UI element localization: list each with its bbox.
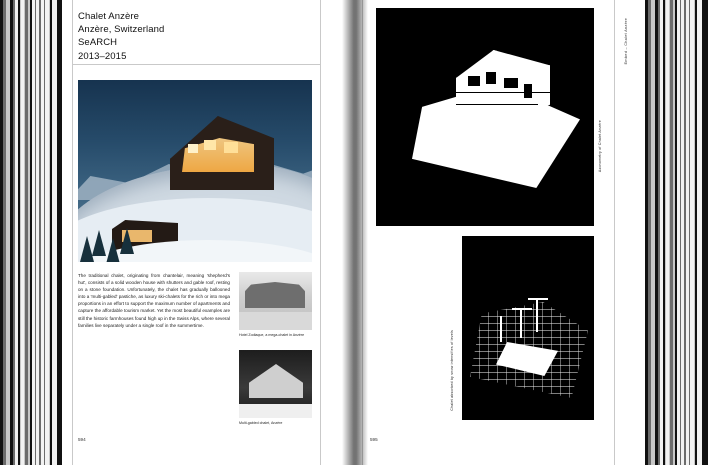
page-rule-right	[320, 0, 321, 465]
main-photo	[78, 80, 312, 262]
figure-axonometry	[376, 8, 594, 226]
page-rule-title	[72, 64, 320, 65]
figure-axonometry-caption: Axonometry of Chalet Anzère	[598, 120, 602, 173]
right-page-rule-left	[362, 0, 363, 465]
photo-window-3	[224, 142, 238, 153]
folio-right: 595	[370, 437, 378, 442]
folio-left: 594	[78, 437, 86, 442]
small-photo-hotel	[239, 272, 312, 330]
photo-trees	[78, 188, 138, 262]
title-line-3: SeARCH	[78, 37, 118, 49]
page-title	[78, 10, 278, 63]
running-head: Embed – Chalet Anzère	[624, 18, 628, 65]
figure-axonometry-drawing	[404, 36, 594, 206]
right-page-rule-right	[614, 0, 615, 465]
title-line-1: Chalet Anzère	[78, 11, 139, 22]
left-page-edges	[0, 0, 62, 465]
page-rule-left	[72, 0, 73, 465]
small-photo-chalet-image	[239, 350, 312, 418]
small-photo-chalet	[239, 350, 312, 418]
left-page	[62, 0, 354, 465]
body-text: The traditional chalet, originating from chantelair, meaning 'shepherd's hut', consists of a solid wooden house with shutters and gable roof, resting on a stone foundation. Unfortunately, the chalet has gradually ballooned into a 'multi-gabled' pastiche, as luxury ski-chalets for the rich or into mega proportions in an effort to support the maximum number of apartments and capture the affordable tourism market. Yet the most beautiful examples are still the historic farmhouses found high up in the Swiss Alps, where several families live separately under a single roof in the summertime.	[78, 273, 230, 328]
right-page-edges	[645, 0, 709, 465]
small-photo-hotel-image	[239, 272, 312, 330]
right-page	[354, 0, 645, 465]
figure-terrain-caption: Chalet absorbed by snow intensifies of levels	[450, 330, 454, 411]
small-photo-hotel-caption: Hotel Zodiaque, a mega-chalet in Anzère	[239, 333, 305, 337]
photo-window-1	[188, 144, 198, 153]
figure-terrain-drawing	[466, 250, 590, 406]
title-line-4: 2013–2015	[78, 50, 127, 62]
title-line-2: Anzère, Switzerland	[78, 24, 165, 36]
small-photo-chalet-caption: Multi-gabled chalet, Anzère	[239, 421, 283, 425]
photo-window-2	[204, 140, 216, 150]
figure-terrain	[462, 236, 594, 420]
